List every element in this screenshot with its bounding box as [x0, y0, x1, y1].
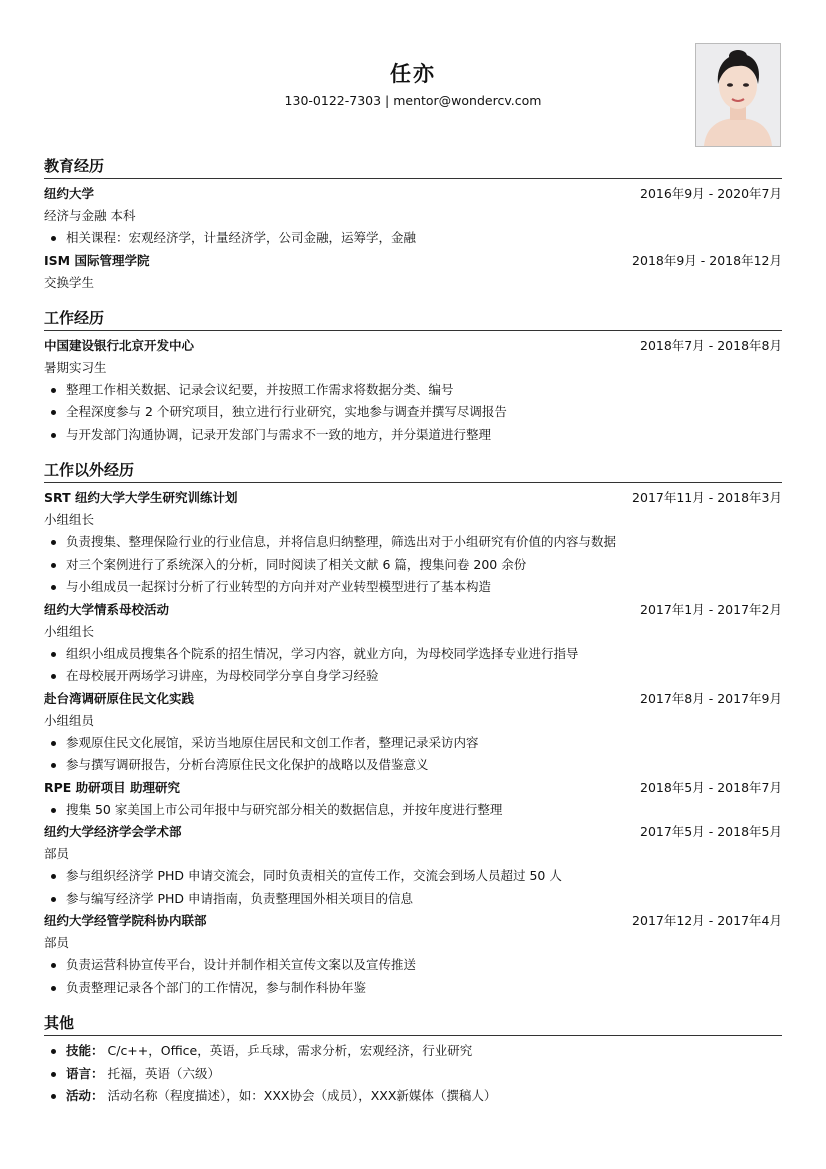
extra-entry — [44, 821, 782, 910]
extra-entry — [44, 688, 782, 777]
entry-org: 纽约大学 — [44, 186, 95, 201]
extra-entry — [44, 777, 782, 822]
entry-org: 纽约大学经济学会学术部 — [44, 824, 182, 839]
entry-date: 2016年9月 - 2020年7月 — [640, 186, 782, 201]
extra-entry — [44, 910, 782, 999]
extra-entry — [44, 599, 782, 688]
item-text: 活动名称（程度描述），如：XXX协会（成员），XXX新媒体（撰稿人） — [107, 1088, 497, 1103]
bullet-item: 对三个案例进行了系统深入的分析，同时阅读了相关文献 6 篇，搜集问卷 200 余份 — [44, 554, 782, 577]
bullet-item: 负责整理记录各个部门的工作情况，参与制作科协年鉴 — [44, 977, 782, 1000]
bullet-item: 参与撰写调研报告，分析台湾原住民文化保护的战略以及借鉴意义 — [44, 754, 782, 777]
entry-role: 部员 — [44, 935, 70, 950]
entry-org: 纽约大学情系母校活动 — [44, 601, 170, 617]
candidate-name: 任亦 — [390, 62, 436, 86]
entry-org: RPE 助研项目 助理研究 — [44, 779, 181, 795]
entry-date: 2017年12月 - 2017年4月 — [632, 913, 782, 928]
profile-photo — [695, 43, 781, 147]
education-entry — [44, 183, 782, 250]
bullet-item: 负责搜集、整理保险行业的行业信息，并将信息归纳整理，筛选出对于小组研究有价值的内容与数据 — [44, 531, 782, 554]
extra-section — [44, 460, 782, 999]
entry-date: 2017年1月 - 2017年2月 — [640, 601, 782, 617]
entry-role: 小组组长 — [44, 623, 95, 639]
other-item-languages — [44, 1063, 782, 1086]
entry-role: 小组组长 — [44, 512, 95, 527]
bullet-item: 整理工作相关数据、记录会议纪要，并按照工作需求将数据分类、编号 — [44, 379, 782, 402]
item-text: 托福，英语（六级） — [107, 1065, 221, 1081]
other-section-title: 其他 — [44, 1013, 782, 1036]
education-section — [44, 156, 782, 294]
entry-date: 2017年11月 - 2018年3月 — [632, 490, 782, 505]
entry-org: 赴台湾调研原住民文化实践 — [44, 690, 195, 706]
education-section-title: 教育经历 — [44, 156, 782, 179]
contact-info: 130-0122-7303 | mentor@wondercv.com — [284, 93, 542, 108]
bullet-item: 搜集 50 家美国上市公司年报中与研究部分相关的数据信息，并按年度进行整理 — [44, 799, 782, 822]
extra-section-title: 工作以外经历 — [44, 460, 782, 483]
education-entry — [44, 250, 782, 294]
entry-date: 2017年8月 - 2017年9月 — [640, 690, 782, 706]
bullet-item: 参与编写经济学 PHD 申请指南，负责整理国外相关项目的信息 — [44, 888, 782, 911]
bullet-item: 参观原住民文化展馆，采访当地原住居民和文创工作者，整理记录采访内容 — [44, 732, 782, 755]
bullet-item: 组织小组成员搜集各个院系的招生情况，学习内容，就业方向，为母校同学选择专业进行指导 — [44, 643, 782, 666]
work-section-title: 工作经历 — [44, 308, 782, 331]
entry-date: 2018年5月 - 2018年7月 — [640, 779, 782, 795]
entry-role: 交换学生 — [44, 274, 95, 290]
entry-role: 部员 — [44, 846, 70, 861]
extra-entry — [44, 487, 782, 599]
item-label: 技能： — [66, 1043, 104, 1058]
bullet-item: 相关课程：宏观经济学，计量经济学，公司金融，运筹学，金融 — [44, 227, 782, 250]
entry-date: 2017年5月 - 2018年5月 — [640, 824, 782, 839]
other-item-activities — [44, 1085, 782, 1108]
bullet-item: 参与组织经济学 PHD 申请交流会，同时负责相关的宣传工作，交流会到场人员超过 50 人 — [44, 865, 782, 888]
bullet-item: 全程深度参与 2 个研究项目，独立进行行业研究，实地参与调查并撰写尽调报告 — [44, 401, 782, 424]
item-label: 活动： — [66, 1088, 104, 1103]
work-entry — [44, 335, 782, 447]
entry-org: 纽约大学经管学院科协内联部 — [44, 913, 207, 928]
entry-org: 中国建设银行北京开发中心 — [44, 337, 195, 353]
bullet-item: 与小组成员一起探讨分析了行业转型的方向并对产业转型模型进行了基本构造 — [44, 576, 782, 599]
entry-org: SRT 纽约大学大学生研究训练计划 — [44, 490, 238, 505]
entry-role: 经济与金融 本科 — [44, 208, 136, 223]
entry-org: ISM 国际管理学院 — [44, 252, 150, 268]
bullet-item: 负责运营科协宣传平台，设计并制作相关宣传文案以及宣传推送 — [44, 954, 782, 977]
entry-date: 2018年9月 - 2018年12月 — [632, 252, 782, 268]
bullet-item: 在母校展开两场学习讲座，为母校同学分享自身学习经验 — [44, 665, 782, 688]
item-label: 语言： — [66, 1065, 104, 1081]
bullet-item: 与开发部门沟通协调，记录开发部门与需求不一致的地方，并分渠道进行整理 — [44, 424, 782, 447]
entry-date: 2018年7月 - 2018年8月 — [640, 337, 782, 353]
other-section — [44, 1013, 782, 1108]
entry-role: 暑期实习生 — [44, 359, 107, 375]
work-section — [44, 308, 782, 447]
resume-header — [44, 0, 782, 150]
item-text: C/c++，Office，英语，乒乓球，需求分析，宏观经济，行业研究 — [107, 1043, 473, 1058]
other-item-skills — [44, 1040, 782, 1063]
entry-role: 小组组员 — [44, 712, 95, 728]
